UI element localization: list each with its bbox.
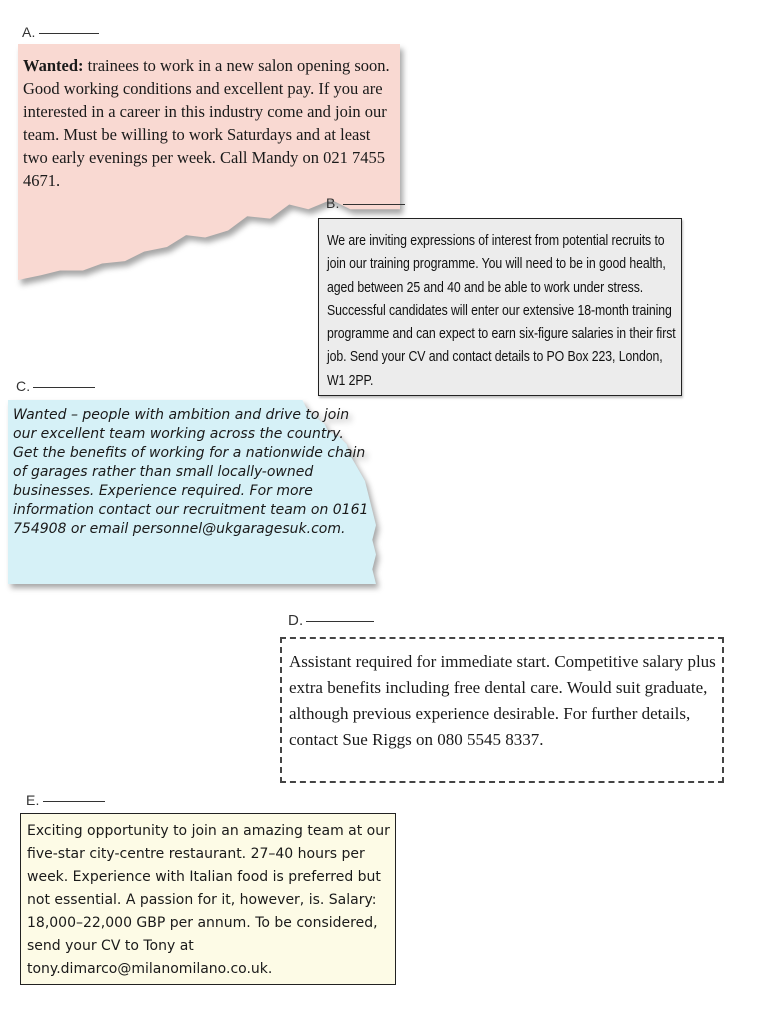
ad-b-answer-blank[interactable]: [343, 204, 405, 205]
ad-e-answer-blank[interactable]: [43, 801, 105, 802]
ad-a-body: trainees to work in a new salon opening soon. Good working conditions and excellent pay. If you are interested in a career in this industry come and join our team. Must be willing to work Saturdays and at least two early evenings per week. Call Mandy on 021 7455 4671.: [23, 56, 390, 190]
ad-c-answer-blank[interactable]: [33, 387, 95, 388]
ad-a-text: [23, 54, 395, 192]
ad-e: [20, 813, 396, 985]
ad-d-label: [288, 612, 374, 629]
ad-a-bold-lead: Wanted:: [23, 56, 84, 75]
ad-d: [280, 637, 724, 783]
ad-e-label: [26, 792, 105, 808]
ad-a-letter: A.: [22, 24, 36, 40]
ad-a-label: [22, 24, 99, 40]
ad-d-body: Assistant required for immediate start. Competitive salary plus extra benefits including free dental care. Would suit graduate, although previous experience desirable. For further details, contact Sue Riggs on 080 5545 8337.: [289, 652, 716, 749]
ad-d-answer-blank[interactable]: [306, 621, 374, 622]
ad-c-body: Wanted – people with ambition and drive to join our excellent team working across the country. Get the benefits of working for a nationwide chain of garages rather than small locally-owned businesses. Experience required. For more information contact our recruitment team on 0161 754908 or email personnel@ukgaragesuk.com.: [13, 407, 369, 537]
ad-b: [318, 218, 682, 396]
ad-b-label: [326, 195, 405, 211]
ad-b-body: We are inviting expressions of interest from potential recruits to join our training programme. You will need to be in good health, aged between 25 and 40 and be able to work under stress. Successful candidates will enter our extensive 18-month training programme and can expect to earn six-figure salaries in their first job. Send your CV and contact details to PO Box 223, London, W1 2PP.: [327, 232, 676, 389]
ad-c-label: [16, 378, 95, 394]
ad-a-answer-blank[interactable]: [39, 33, 99, 34]
ad-c-letter: C.: [16, 378, 31, 394]
ad-d-letter: D.: [288, 612, 304, 629]
ad-e-letter: E.: [26, 792, 40, 808]
ad-b-letter: B.: [326, 195, 340, 211]
ad-c: [8, 400, 376, 584]
ad-e-body: Exciting opportunity to join an amazing team at our five-star city-centre restaurant. 27–40 hours per week. Experience with Italian food is preferred but not essential. A passion for it, however, is. Salary: 18,000–22,000 GBP per annum. To be considered, send your CV to Tony at tony.dimarco@milanomilano.co.uk.: [27, 823, 390, 977]
